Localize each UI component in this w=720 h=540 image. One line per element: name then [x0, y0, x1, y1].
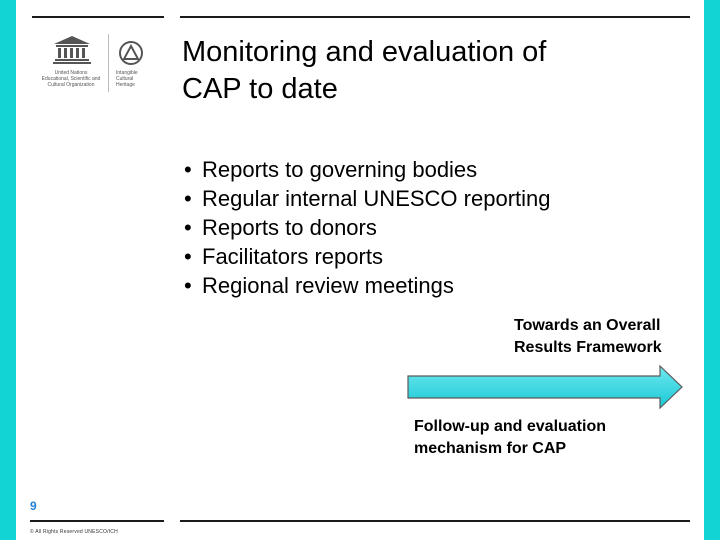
bottom-left-rule	[30, 520, 164, 522]
arrow-bottom-label	[414, 416, 606, 460]
bullet-text: Reports to governing bodies	[202, 157, 478, 182]
bullet-item	[182, 271, 551, 300]
unesco-caption-line: United Nations	[54, 70, 88, 76]
bullet-item	[182, 242, 551, 271]
bullet-text: Facilitators reports	[202, 244, 383, 269]
bottom-right-rule	[180, 520, 690, 522]
page-number: 9	[30, 499, 37, 513]
bullet-text: Regular internal UNESCO reporting	[202, 186, 551, 211]
unesco-caption-line: Educational, Scientific and	[41, 76, 101, 82]
bullet-icon: •	[184, 244, 192, 269]
bullet-item	[182, 184, 551, 213]
bullet-icon: •	[184, 215, 192, 240]
ich-caption	[116, 70, 150, 88]
ich-caption-line: Heritage	[116, 82, 135, 88]
arrow-top-label-line: Towards an Overall	[514, 317, 661, 334]
top-right-rule	[180, 16, 690, 18]
title-line: Monitoring and evaluation of	[182, 36, 547, 68]
unesco-caption	[40, 70, 102, 88]
bullet-item	[182, 155, 551, 184]
copyright-text: © All Rights Reserved UNESCO/ICH	[30, 529, 118, 535]
title-line: CAP to date	[182, 73, 338, 105]
progress-arrow-icon	[406, 364, 686, 410]
unesco-logo-icon	[50, 34, 94, 64]
ich-caption-line: Intangible	[116, 70, 138, 76]
bullet-item	[182, 213, 551, 242]
bullet-list	[182, 155, 551, 300]
ich-logo-icon	[118, 40, 144, 66]
arrow-top-label	[514, 315, 662, 359]
arrow-top-label-line: Results Framework	[514, 339, 662, 356]
arrow-bottom-label-line: mechanism for CAP	[414, 440, 567, 457]
slide-title	[182, 34, 682, 108]
bullet-icon: •	[184, 157, 192, 182]
bullet-icon: •	[184, 273, 192, 298]
logo-divider	[108, 34, 109, 92]
bullet-icon: •	[184, 186, 192, 211]
ich-caption-line: Cultural	[116, 76, 134, 82]
bullet-text: Reports to donors	[202, 215, 377, 240]
logo-area	[40, 34, 152, 94]
top-left-rule	[32, 16, 164, 18]
bullet-text: Regional review meetings	[202, 273, 454, 298]
unesco-caption-line: Cultural Organization	[47, 82, 95, 88]
slide	[16, 0, 704, 540]
arrow-bottom-label-line: Follow-up and evaluation	[414, 418, 606, 435]
